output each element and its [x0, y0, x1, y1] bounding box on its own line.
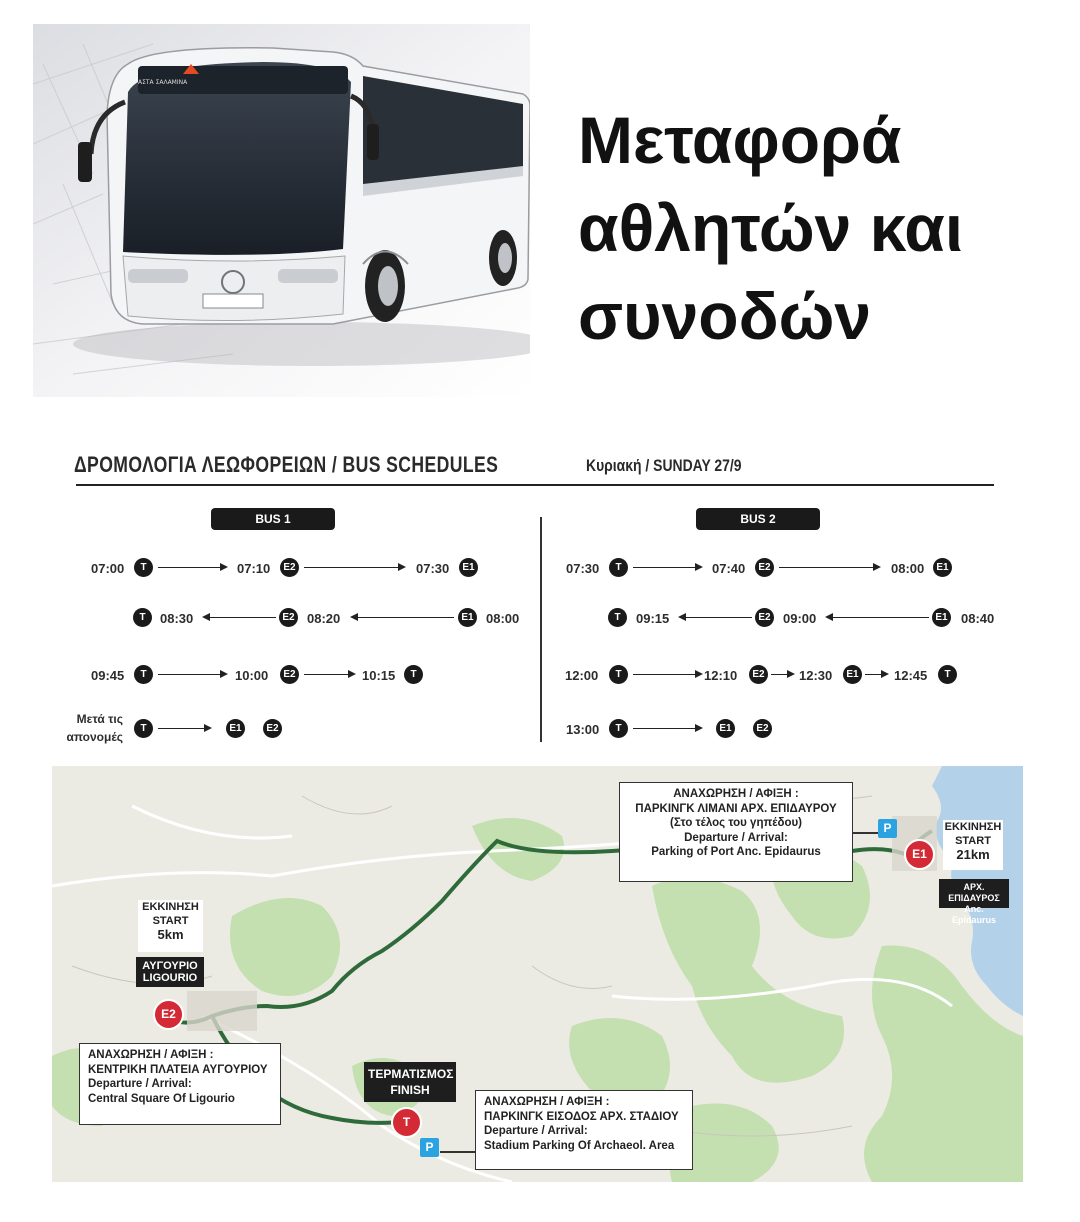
bus2-row1-time2: 07:40: [712, 561, 746, 576]
start-21-line1: ΕΚΚΙΝΗΣΗ: [944, 821, 1002, 833]
bus1-row4-stop2: E1: [226, 719, 245, 738]
parking-icon-stadium: P: [420, 1138, 439, 1157]
bus2-row3-time3: 12:30: [799, 668, 833, 683]
arrow-left-icon: [680, 617, 752, 618]
bus2-row2-time2: 09:00: [783, 611, 817, 626]
bus2-row4-time1: 13:00: [566, 722, 600, 737]
bus1-row2-time1: 08:30: [160, 611, 194, 626]
arrow-right-icon: [158, 567, 226, 568]
bus2-row1-time1: 07:30: [566, 561, 600, 576]
arrow-right-icon: [779, 567, 879, 568]
stadium-info-line1: ΑΝΑΧΩΡΗΣΗ / ΑΦΙΞΗ :: [484, 1096, 610, 1108]
arrow-right-icon: [771, 674, 793, 675]
arrow-right-icon: [158, 674, 226, 675]
start-21-line2: START: [955, 835, 991, 847]
arrow-right-icon: [633, 674, 701, 675]
bus2-row3-time4: 12:45: [894, 668, 928, 683]
bus2-row3-stop3: E1: [843, 665, 862, 684]
bus1-row1-stop1: T: [134, 558, 153, 577]
ligourio-label-line2: LIGOURIO: [142, 972, 198, 984]
epidaurus-info-box: [619, 782, 853, 882]
bus2-row3-time2: 12:10: [704, 668, 738, 683]
headline-line-2: αθλητών και: [578, 191, 964, 265]
bus2-row1-time3: 08:00: [891, 561, 925, 576]
schedule-date: Κυριακή / SUNDAY 27/9: [586, 456, 742, 475]
headline: [578, 96, 1058, 360]
arrow-left-icon: [352, 617, 454, 618]
bus1-row1-stop3: E1: [459, 558, 478, 577]
bus1-row3-stop3: T: [404, 665, 423, 684]
finish-label-line2: FINISH: [390, 1083, 430, 1097]
e1-marker: E1: [904, 839, 935, 870]
bus1-row1-time2: 07:10: [237, 561, 271, 576]
bus1-row2-time3: 08:00: [486, 611, 520, 626]
arrow-right-icon: [304, 567, 404, 568]
bus2-row1-stop1: T: [609, 558, 628, 577]
bus2-row2-time1: 09:15: [636, 611, 670, 626]
bus1-row2-stop3: E1: [458, 608, 477, 627]
stadium-info-line4: Stadium Parking Of Archaeol. Area: [484, 1139, 675, 1152]
epidaurus-info-line2: ΠΑΡΚΙΝΓΚ ΛΙΜΑΝΙ ΑΡΧ. ΕΠΙΔΑΥΡΟΥ: [635, 802, 837, 815]
bus2-row3-stop1: T: [609, 665, 628, 684]
headline-line-3: συνοδών: [578, 279, 872, 353]
epidaurus-info-line4: Departure / Arrival:: [684, 831, 788, 844]
ligourio-info-line3: Departure / Arrival:: [88, 1078, 192, 1090]
schedule-divider: [540, 517, 542, 742]
arrow-left-icon: [204, 617, 276, 618]
headline-line-1: Μεταφορά: [578, 103, 902, 177]
svg-text:ΑΣΤΑ ΣΑΛΑΜΙΝΑ: ΑΣΤΑ ΣΑΛΑΜΙΝΑ: [138, 79, 188, 86]
bus2-row3-stop2: E2: [749, 665, 768, 684]
schedule-title-rule: [76, 484, 994, 486]
bus1-label: BUS 1: [211, 508, 335, 530]
ligourio-place-label: [136, 957, 204, 987]
bus2-row4-stop1: T: [609, 719, 628, 738]
arrow-right-icon: [304, 674, 354, 675]
bus1-row4-stop3: E2: [263, 719, 282, 738]
ligourio-info-line2: ΚΕΝΤΡΙΚΗ ΠΛΑΤΕΙΑ ΑΥΓΟΥΡΙΟΥ: [88, 1063, 268, 1076]
epidaurus-info-line5: Parking of Port Anc. Epidaurus: [651, 846, 821, 858]
bus1-row3-time2: 10:00: [235, 668, 269, 683]
bus1-row3-time3: 10:15: [362, 668, 396, 683]
after-awards-label: Μετά τις απονομές: [66, 712, 123, 744]
epidaurus-label-line1: ΑΡΧ. ΕΠΙΔΑΥΡΟΣ: [948, 882, 1000, 903]
epidaurus-label-line2: Anc. Epidaurus: [951, 904, 996, 925]
bus1-row3-stop2: E2: [280, 665, 299, 684]
bus2-row4-stop3: E2: [753, 719, 772, 738]
bus1-row3-stop1: T: [134, 665, 153, 684]
bus2-row1-stop2: E2: [755, 558, 774, 577]
bus1-row2-stop2: E2: [279, 608, 298, 627]
stadium-info-line3: Departure / Arrival:: [484, 1125, 588, 1137]
start-5-line2: START: [152, 915, 189, 927]
arrow-left-icon: [827, 617, 929, 618]
callout-line: [440, 1151, 476, 1153]
arrow-right-icon: [633, 567, 701, 568]
finish-label: [364, 1062, 456, 1102]
start-5-line3: 5km: [157, 927, 184, 942]
bus1-row4-stop1: T: [134, 719, 153, 738]
ligourio-info-box: [79, 1043, 281, 1125]
bus2-row3-time1: 12:00: [565, 668, 599, 683]
arrow-right-icon: [633, 728, 701, 729]
e2-marker: E2: [153, 999, 184, 1030]
bus2-row4-stop2: E1: [716, 719, 735, 738]
start-5-line1: ΕΚΚΙΝΗΣΗ: [142, 901, 199, 913]
bus1-row3-time1: 09:45: [91, 668, 125, 683]
bus2-row1-stop3: E1: [933, 558, 952, 577]
bus2-row2-stop1: T: [608, 608, 627, 627]
bus1-row2-time2: 08:20: [307, 611, 341, 626]
bus1-row1-time1: 07:00: [91, 561, 125, 576]
bus-photo: [33, 24, 530, 397]
route-map: [52, 766, 1023, 1182]
epidaurus-info-line3: (Στο τέλος του γηπέδου): [669, 817, 802, 829]
epidaurus-place-label: [939, 879, 1009, 925]
start-21-line3: 21km: [956, 847, 990, 862]
bus2-row2-stop2: E2: [755, 608, 774, 627]
parking-icon-epidaurus: P: [878, 819, 897, 838]
bus2-row2-time3: 08:40: [961, 611, 995, 626]
coach-bus-illustration: [33, 24, 530, 397]
bus1-row1-stop2: E2: [280, 558, 299, 577]
start-21km-label: [943, 820, 1003, 870]
finish-label-line1: ΤΕΡΜΑΤΙΣΜΟΣ: [368, 1067, 454, 1081]
arrow-right-icon: [158, 728, 210, 729]
bus1-row2-stop1: T: [133, 608, 152, 627]
ligourio-info-line4: Central Square Of Ligourio: [88, 1092, 235, 1105]
bus2-label: BUS 2: [696, 508, 820, 530]
start-5km-label: [138, 900, 203, 952]
arrow-right-icon: [865, 674, 887, 675]
bus2-row3-stop4: T: [938, 665, 957, 684]
ligourio-label-line1: ΑΥΓΟΥΡΙΟ: [142, 960, 198, 972]
bus1-row1-time3: 07:30: [416, 561, 450, 576]
finish-t-marker: T: [391, 1107, 422, 1138]
schedule-title: ΔΡΟΜΟΛΟΓΙΑ ΛΕΩΦΟΡΕΙΩΝ / BUS SCHEDULES: [74, 452, 499, 477]
epidaurus-info-line1: ΑΝΑΧΩΡΗΣΗ / ΑΦΙΞΗ :: [673, 788, 799, 800]
stadium-info-box: [475, 1090, 693, 1170]
bus2-row2-stop3: E1: [932, 608, 951, 627]
stadium-info-line2: ΠΑΡΚΙΝΓΚ ΕΙΣΟΔΟΣ ΑΡΧ. ΣΤΑΔΙΟΥ: [484, 1110, 679, 1123]
ligourio-info-line1: ΑΝΑΧΩΡΗΣΗ / ΑΦΙΞΗ :: [88, 1049, 214, 1061]
